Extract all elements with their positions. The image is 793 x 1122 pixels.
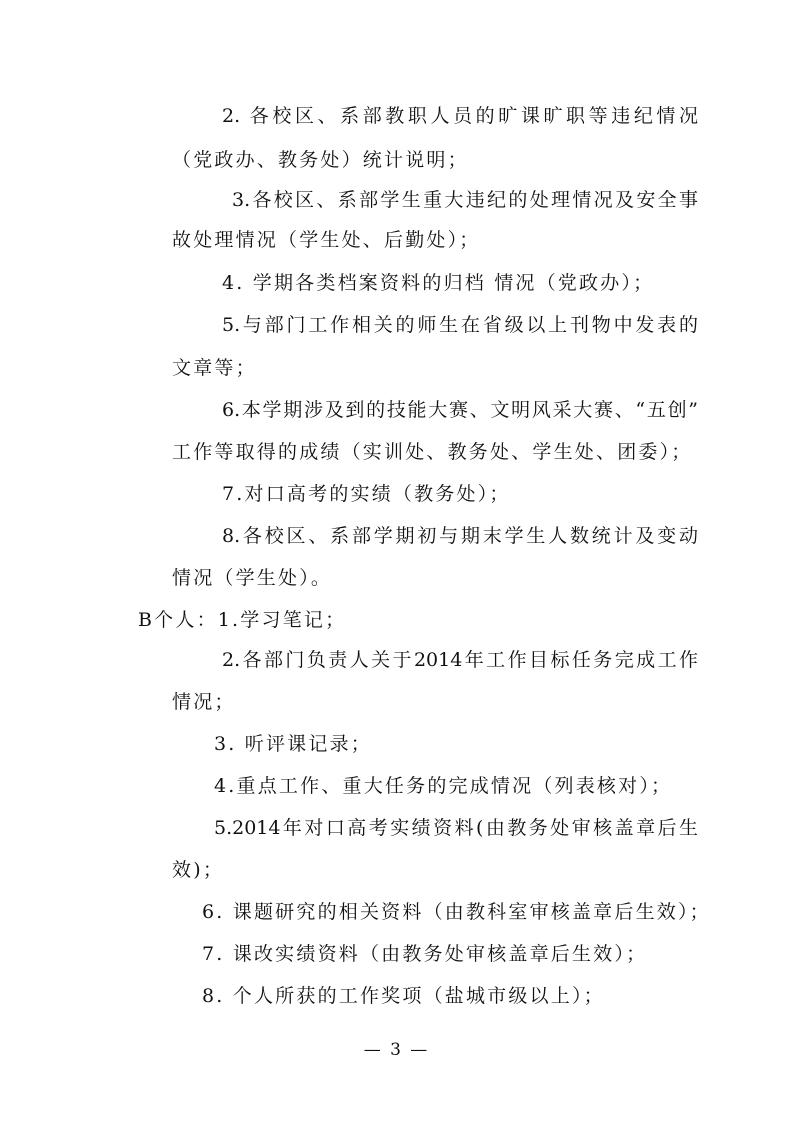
paragraph-line: 6.本学期涉及到的技能大赛、文明风采大赛、“五创” — [222, 399, 698, 421]
paragraph-line: 5.与部门工作相关的师生在省级以上刊物中发表的 — [222, 314, 698, 336]
paragraph-line: 效)； — [172, 859, 225, 881]
paragraph-line: 情况（学生处）。 — [172, 567, 333, 589]
paragraph-line: 4. 学期各类档案资料的归档 情况（党政办）； — [222, 272, 655, 294]
paragraph-line: 7. 课改实绩资料（由教务处审核盖章后生效）； — [202, 943, 648, 965]
paragraph-line: 5.2014年对口高考实绩资料(由教务处审核盖章后生 — [214, 817, 698, 839]
paragraph-line: 情况； — [172, 691, 236, 713]
paragraph-line: 3. 听评课记录； — [214, 733, 372, 755]
section-heading: B个人：1.学习笔记； — [138, 609, 347, 631]
paragraph-line: 2.各部门负责人关于2014年工作目标任务完成工作 — [222, 649, 698, 671]
paragraph-line: 故处理情况（学生处、后勤处）； — [172, 229, 481, 251]
paragraph-line: 文章等； — [172, 357, 257, 379]
paragraph-line: 7.对口高考的实绩（教务处）； — [222, 483, 511, 505]
paragraph-line: 8.各校区、系部学期初与期末学生人数统计及变动 — [222, 525, 698, 547]
paragraph-line: 3.各校区、系部学生重大违纪的处理情况及安全事 — [232, 189, 698, 211]
paragraph-line: 4.重点工作、重大任务的完成情况（列表核对）； — [214, 775, 673, 797]
paragraph-line: 2. 各校区、系部教职人员的旷课旷职等违纪情况 — [222, 105, 698, 127]
page-number: — 3 — — [363, 1040, 430, 1060]
paragraph-line: （党政办、教务处）统计说明； — [172, 149, 469, 171]
paragraph-line: 8. 个人所获的工作奖项（盐城市级以上）； — [202, 985, 605, 1007]
paragraph-line: 6. 课题研究的相关资料（由教科室审核盖章后生效）； — [202, 901, 711, 923]
paragraph-line: 工作等取得的成绩（实训处、教务处、学生处、团委）； — [172, 441, 693, 463]
